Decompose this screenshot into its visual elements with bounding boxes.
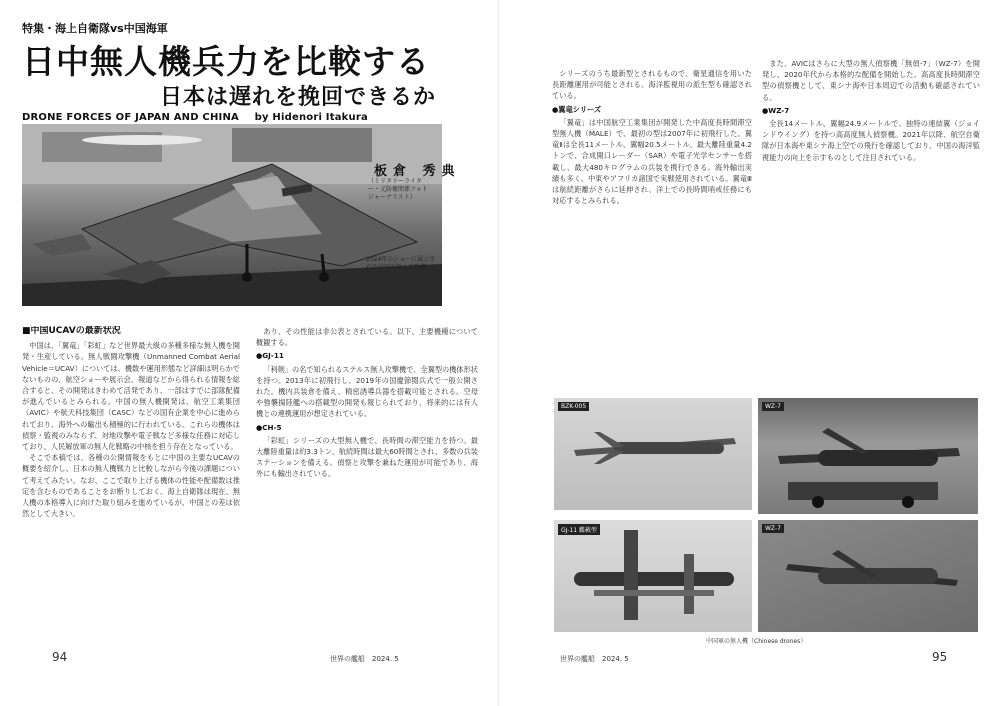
page-number-left: 94 (52, 650, 68, 664)
paragraph: シリーズのうち最新型とされるもので、衛星通信を用いた長距離運用が可能とされる。海洋監視用の派生型も確認されている。 (552, 69, 752, 101)
right-page (500, 0, 1000, 706)
article-title: 日中無人機兵力を比較する (22, 42, 430, 81)
subheading-ch5: ●CH-5 (256, 422, 282, 432)
drone-photo-1 (554, 398, 752, 510)
author-note: （ミリタリーライター・元防衛関係フォトジャーナリスト） (368, 178, 428, 201)
english-title (22, 112, 368, 123)
subheading-wing-loong: ●翼竜シリーズ (552, 104, 602, 114)
paragraph: 「利剣」の名で知られるステルス無人攻撃機で、全翼型の機体形状を持つ。2013年に初飛行し、2019年の国慶節閲兵式で一般公開された。機内兵装倉を備え、精密誘導兵器を搭載可能とされる。空母や強襲揚陸艦への搭載型の開発も報じられており、将来的には有人機との連携運用が想定されている。 (256, 364, 478, 419)
right-column-2 (762, 58, 980, 388)
author-name: 板倉 秀典 (374, 164, 461, 179)
subheading-wz7: ●WZ-7 (762, 105, 790, 115)
photo-shipborne (554, 520, 752, 632)
photo-credit: 中国軍の無人機（Chinese drones） (706, 638, 807, 645)
paragraph: そこで本稿では、各種の公開情報をもとに中国の主要なUCAVの概要を紹介し、日本の無人機戦力と比較しながら今後の課題について考えてみたい。なお、ここで取り上げる機体の性能や配備数は推定を含むものであることをお断りしておく。海上自衛隊は現在、無人機の本格導入に向けた取り組みを進めているが、中国との差は依然として大きい。 (22, 453, 240, 519)
photo-wz7-ground (758, 520, 978, 632)
paragraph: 「翼竜」は中国航空工業集団が開発した中高度長時間滞空型無人機（MALE）で、最初の型は2007年に初飛行した。翼竜Ⅱは全長11メートル、翼幅20.5メートル、最大離陸重量4.2トンで、合成開口レーダー（SAR）や電子光学センサーを搭載し、最大480キログラムの兵装を携行できる。海外輸出実績も多く、中東やアフリカ諸国で実戦使用されている。翼竜Ⅲは航続距離がさらに延伸され、洋上での長時間哨戒任務にも対応するとみられる。 (552, 117, 752, 206)
journal-footer-right: 世界の艦船 2024. 5 (560, 655, 629, 663)
paragraph: 中国は、「翼竜」「彩虹」など世界最大級の多種多様な無人機を開発・生産している。無人戦闘攻撃機（Unmanned Combat Aerial Vehicle＝UCAV）については、機数や運用形態など詳細は明らかでないものの、航空ショーや展示会、報道などから得られる情報を総合すると、その開発はきわめて活発であり、一部はすでに部隊配備が進んでいるとみられる。中国の無人機開発は、航空工業集団（AVIC）や航天科技集団（CASC）などの国有企業を中心に進められており、海外への輸出も積極的に行われている。これらの機体は偵察・監視のみならず、対地攻撃や電子戦など多様な任務に対応しており、人民解放軍の無人化戦略の中核を担う存在となっている。 (22, 341, 240, 452)
byline: by Hidenori Itakura (254, 112, 368, 123)
paragraph: また、AVICはさらに大型の無人偵察機「無偵-7」（WZ-7）を開発し、2020年代から本格的な配備を開始した。高高度長時間滞空型の偵察機として、東シナ海や日本周辺での活動も確認されている。 (762, 59, 980, 102)
photo-label: BZK-005 (558, 402, 589, 411)
paragraph: あり、その性能は非公表とされている。以下、主要機種について概観する。 (256, 327, 478, 348)
paragraph: 「彩虹」シリーズの大型無人機で、長時間の滞空能力を持つ。最大離陸重量は約3.3トン、航続時間は最大60時間とされ、多数の兵装ステーションを備える。偵察と攻撃を兼ねた運用が可能であり、海外にも輸出されている。 (256, 435, 478, 479)
hero-drone-illustration (22, 124, 442, 306)
left-column-2 (256, 326, 478, 648)
photo-label: WZ-7 (762, 524, 784, 533)
english-title-text: DRONE FORCES OF JAPAN AND CHINA (22, 112, 239, 123)
photo-wz7-parade (758, 398, 978, 514)
left-column-1 (22, 326, 240, 648)
series-tag: 特集・海上自衛隊vs中国海軍 (22, 22, 168, 35)
page-number-right: 95 (932, 650, 948, 664)
drone-photo-4 (758, 520, 978, 632)
drone-photo-2 (758, 398, 978, 514)
hero-caption: 2024年のショーに展示された中国の無人攻撃機 (366, 256, 436, 271)
photo-label: GJ-11 艦載型 (558, 524, 600, 535)
journal-footer-left: 世界の艦船 2024. 5 (330, 655, 399, 663)
hero-photo (22, 124, 442, 306)
article-subtitle: 日本は遅れを挽回できるか (160, 85, 437, 110)
subheading-gj11: ●GJ-11 (256, 351, 284, 361)
right-column-1 (552, 68, 752, 388)
section-heading: ■中国UCAVの最新状況 (22, 326, 121, 336)
drone-photo-3 (554, 520, 752, 632)
photo-label: WZ-7 (762, 402, 784, 411)
photo-bzk005 (554, 398, 752, 510)
paragraph: 全長14メートル、翼幅24.9メートルで、独特の連結翼（ジョインドウイング）を持つ高高度無人偵察機。2021年以降、航空自衛隊が日本海や東シナ海上空での飛行を確認しており、中国の海洋監視能力の向上を示すものとして注目されている。 (762, 119, 980, 162)
